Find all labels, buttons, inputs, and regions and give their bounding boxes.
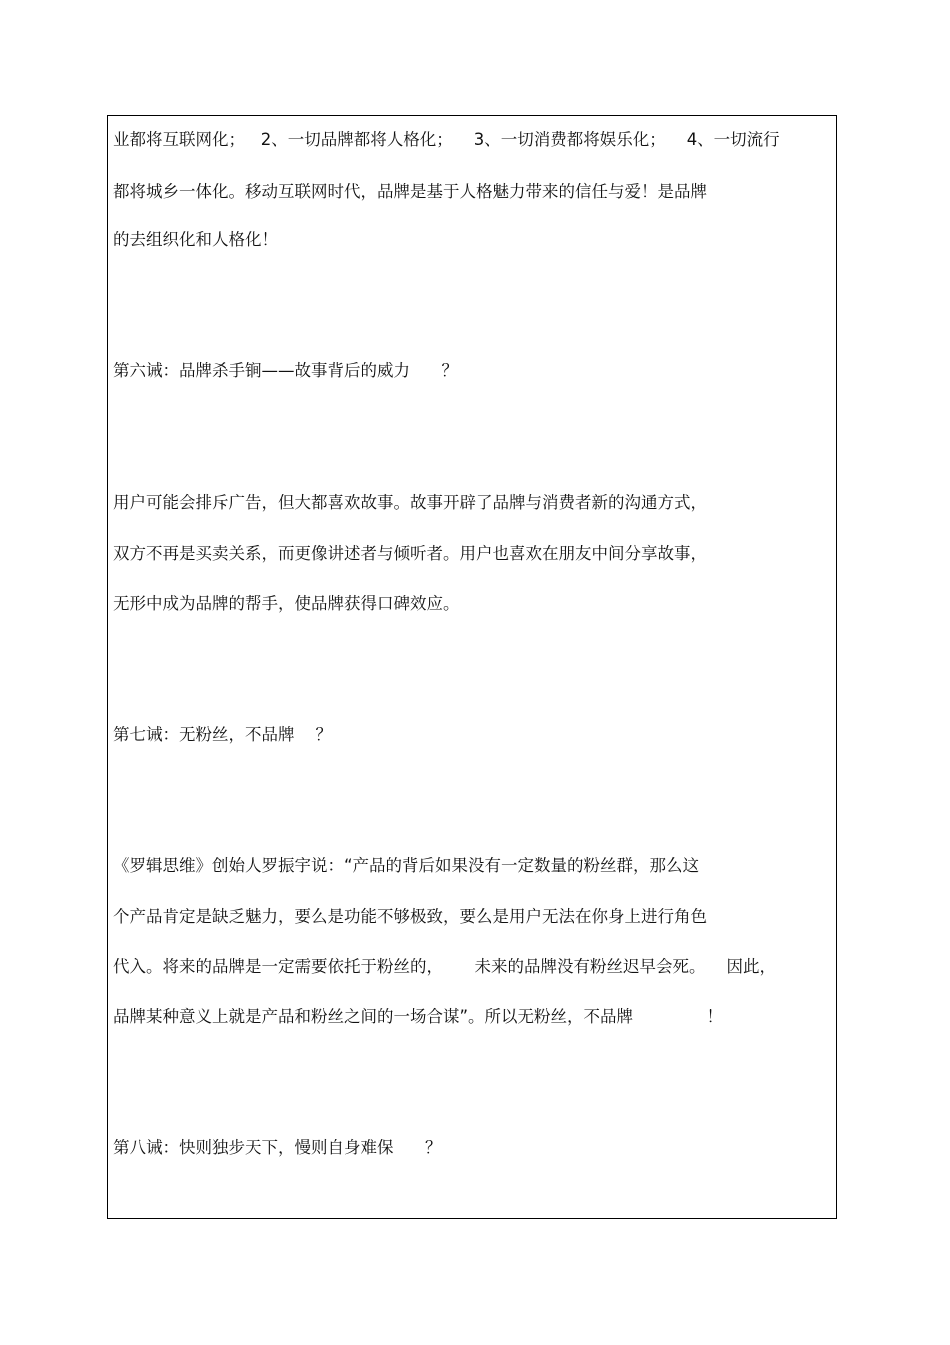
section-heading-7: 第七诫：无粉丝，不品牌 ？ — [113, 725, 332, 744]
paragraph-line: 个产品肯定是缺乏魅力，要么是功能不够极致，要么是用户无法在你身上进行角色 — [113, 907, 707, 926]
paragraph-line: 《罗辑思维》创始人罗振宇说：“产品的背后如果没有一定数量的粉丝群，那么这 — [113, 856, 700, 875]
paragraph-line: 都将城乡一体化。移动互联网时代，品牌是基于人格魅力带来的信任与爱！是品牌 — [113, 182, 707, 201]
paragraph-line: 品牌某种意义上就是产品和粉丝之间的一场合谋”。所以无粉丝，不品牌 ！ — [113, 1007, 723, 1026]
document-frame — [107, 115, 837, 1219]
section-heading-6: 第六诫：品牌杀手锏——故事背后的威力 ？ — [113, 361, 458, 380]
paragraph-line: 双方不再是买卖关系，而更像讲述者与倾听者。用户也喜欢在朋友中间分享故事， — [113, 544, 707, 563]
paragraph-line: 业都将互联网化； 2、一切品牌都将人格化； 3、一切消费都将娱乐化； 4、一切流行 — [113, 130, 780, 149]
paragraph-line: 的去组织化和人格化！ — [113, 230, 278, 249]
paragraph-line: 代入。将来的品牌是一定需要依托于粉丝的， 未来的品牌没有粉丝迟早会死。 因此， — [113, 957, 776, 976]
paragraph-line: 无形中成为品牌的帮手，使品牌获得口碑效应。 — [113, 594, 460, 613]
paragraph-line: 用户可能会排斥广告，但大都喜欢故事。故事开辟了品牌与消费者新的沟通方式， — [113, 493, 707, 512]
section-heading-8: 第八诫：快则独步天下，慢则自身难保 ？ — [113, 1138, 442, 1157]
